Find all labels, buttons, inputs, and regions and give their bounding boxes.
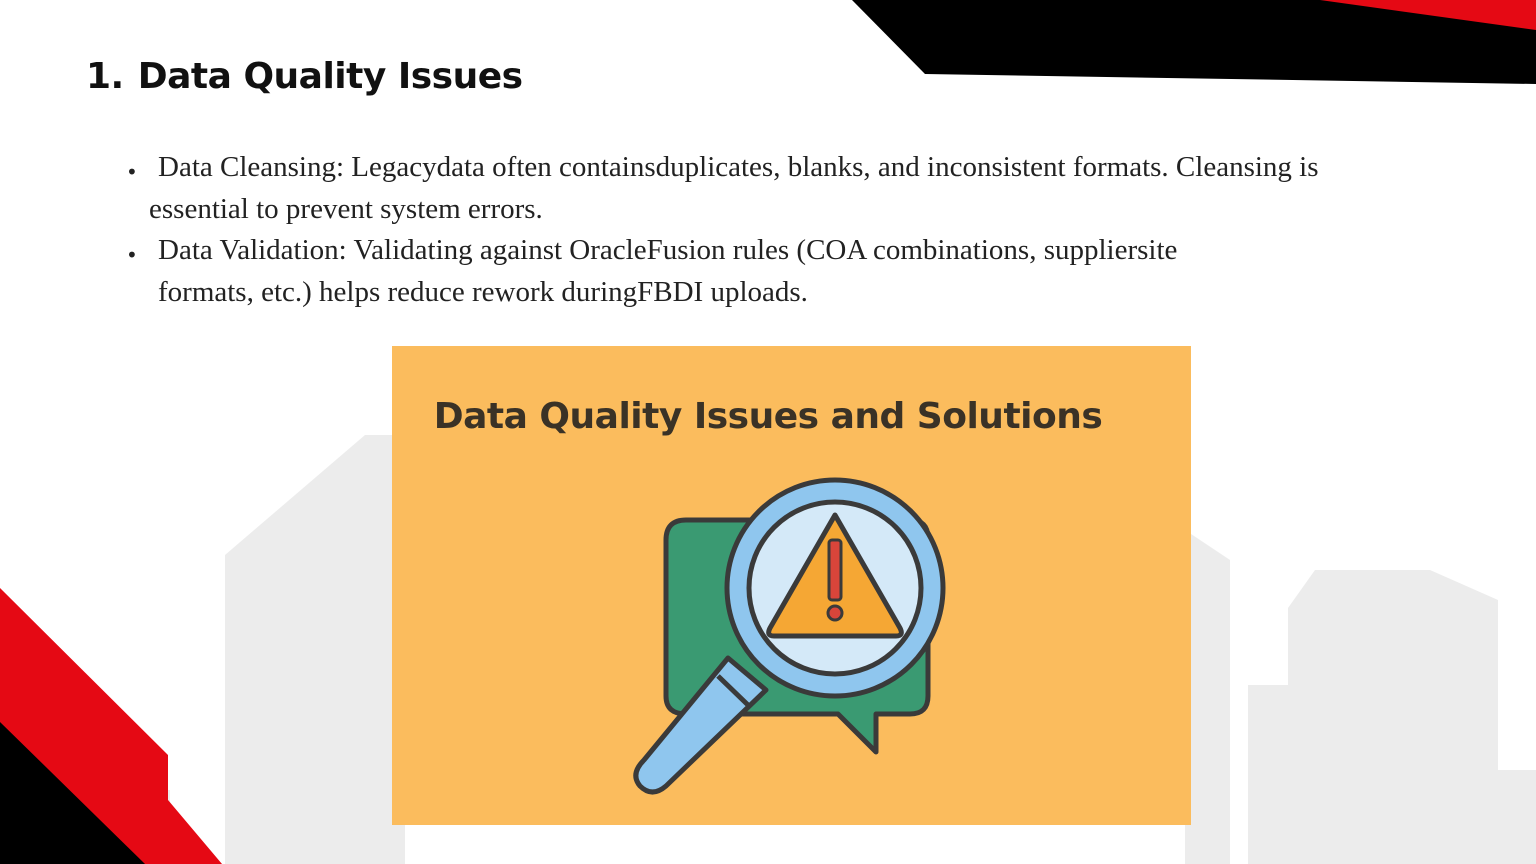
bullet-icon: • <box>126 243 138 267</box>
heading-title: Data Quality Issues <box>137 56 523 97</box>
bullet-1-line-1: Data Cleansing: Legacydata often containsduplicates, blanks, and inconsistent formats. Cleansing is <box>158 151 1319 183</box>
heading-number: 1. <box>86 56 124 97</box>
bullet-1-line-2: essential to prevent system errors. <box>149 193 543 225</box>
bullet-2-line-2: formats, etc.) helps reduce rework duringFBDI uploads. <box>158 276 808 308</box>
bullet-2-line-1: Data Validation: Validating against OracleFusion rules (COA combinations, suppliersite <box>158 234 1178 266</box>
bullet-icon: • <box>126 160 138 184</box>
illustration-title: Data Quality Issues and Solutions <box>433 396 1103 437</box>
